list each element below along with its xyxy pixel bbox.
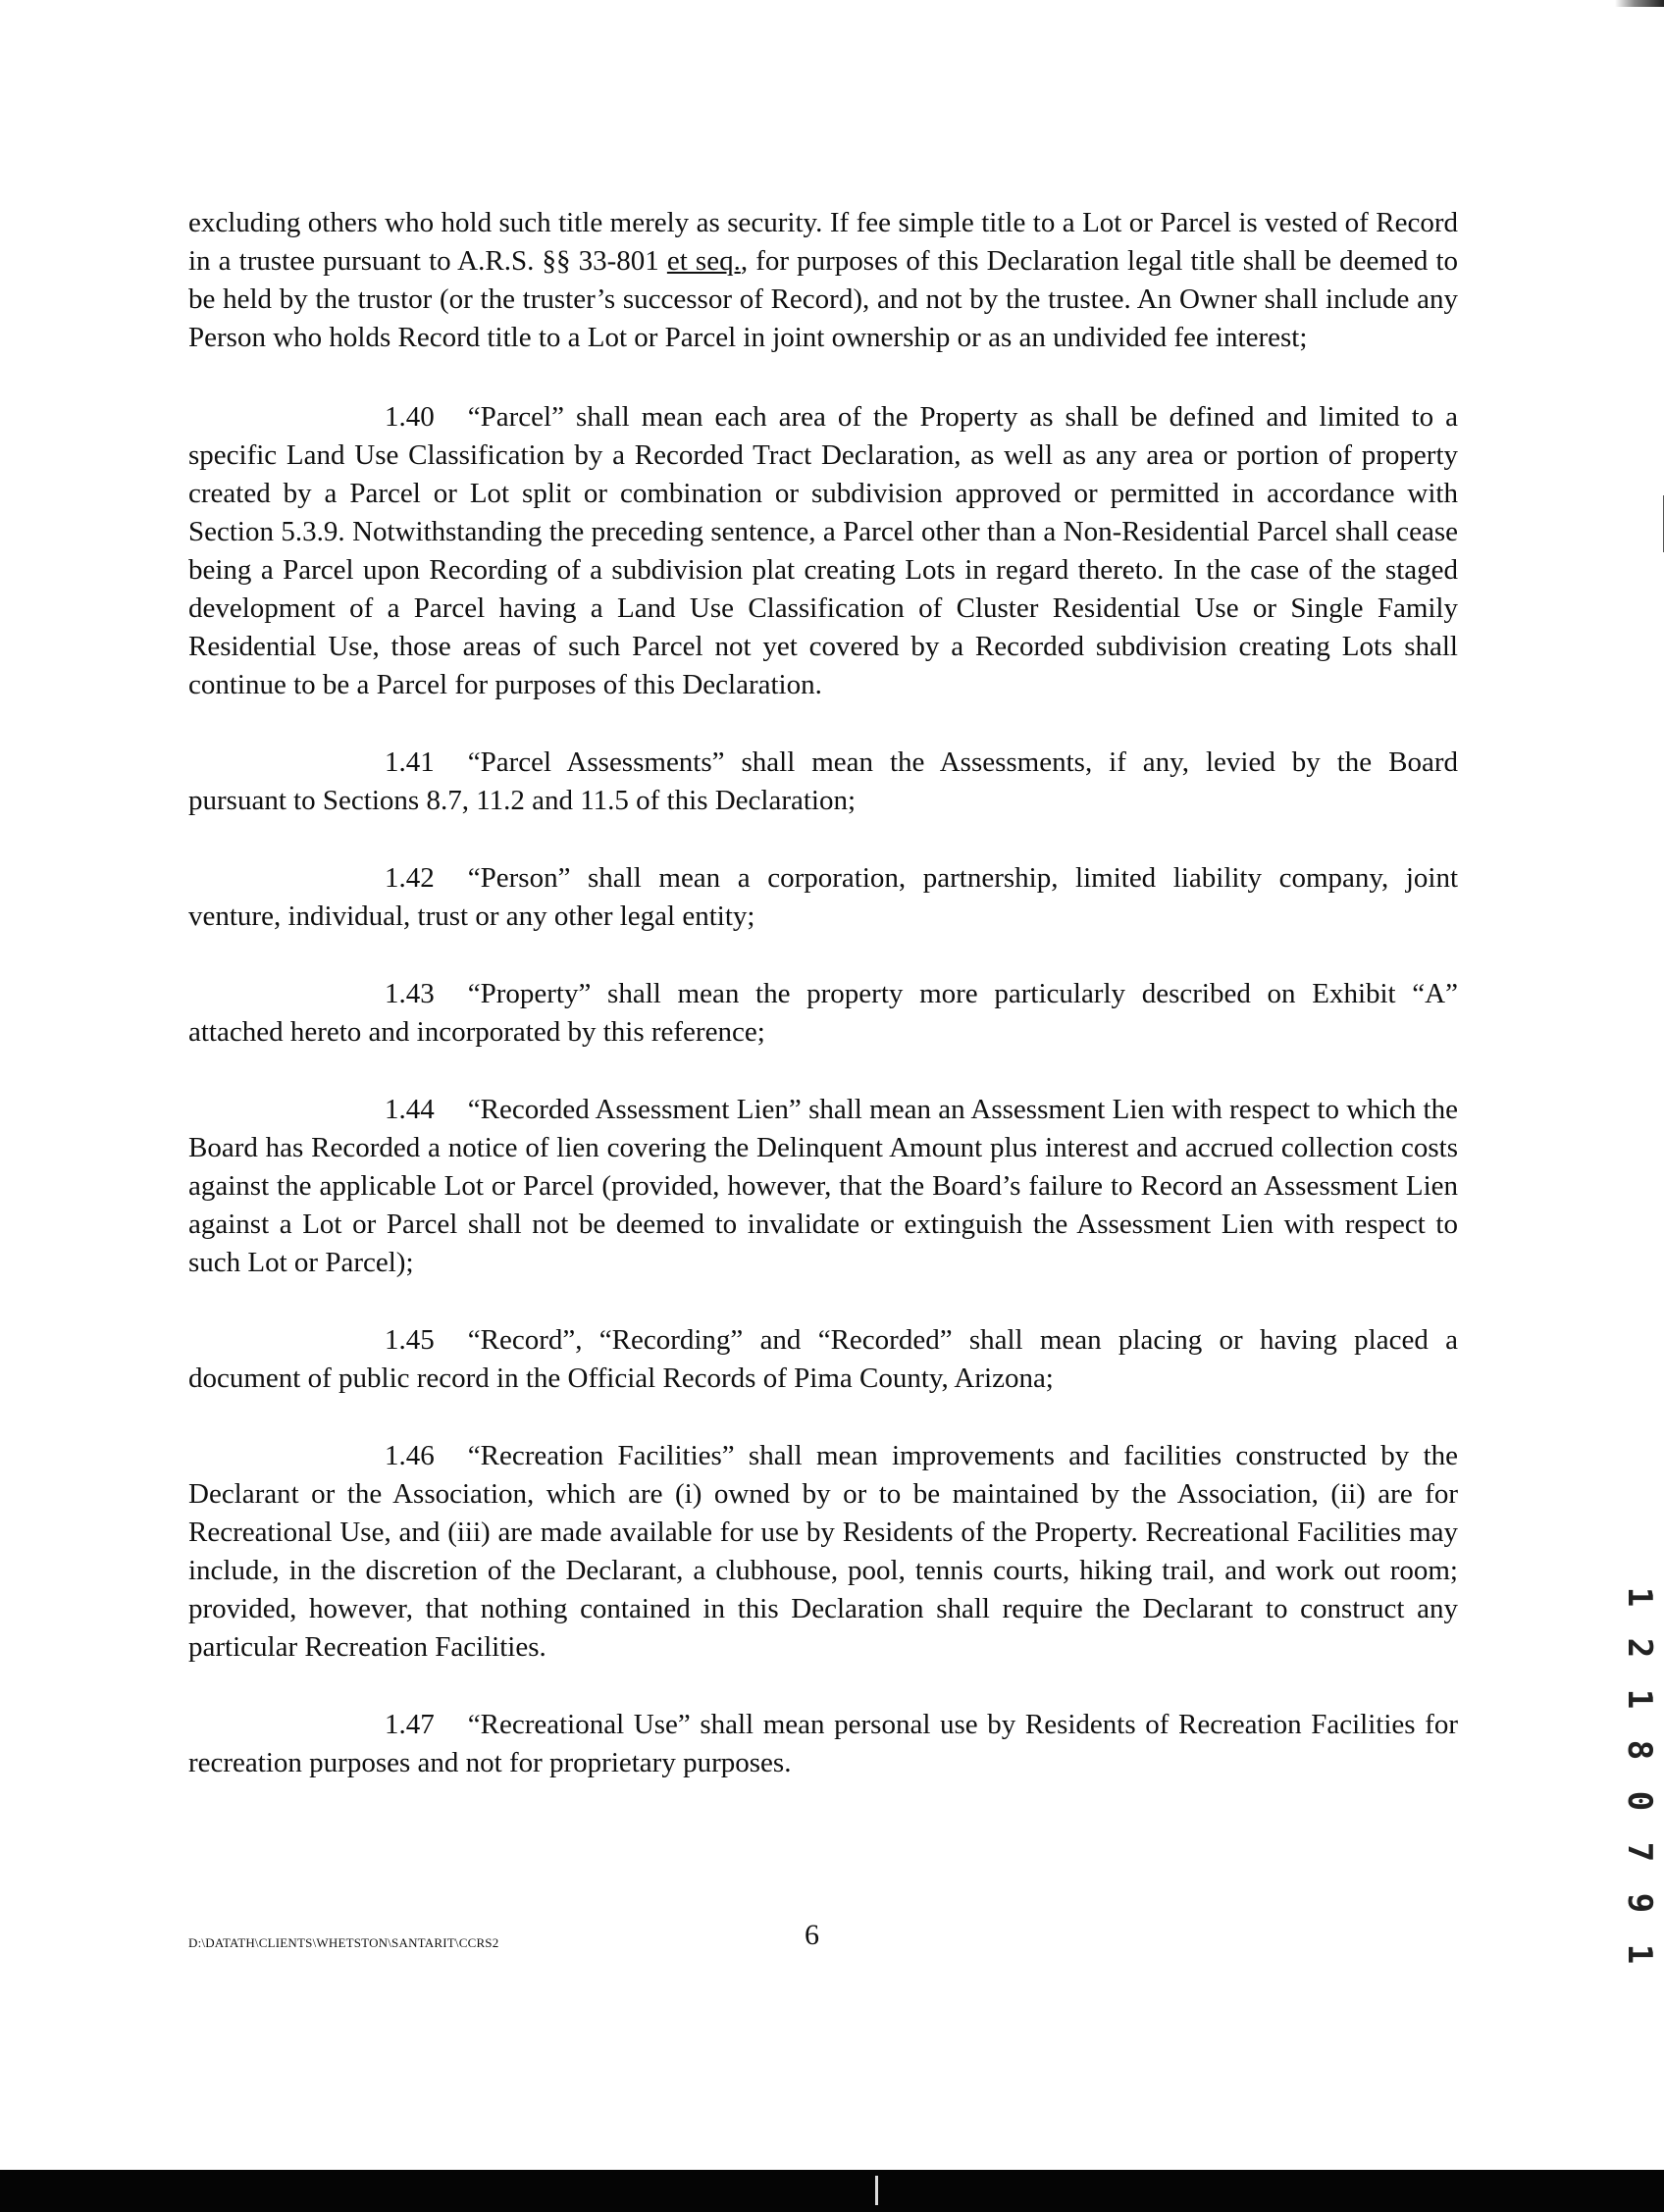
paragraph-continued <box>188 204 1458 357</box>
document-body <box>188 204 1458 1822</box>
paragraph-1-43 <box>188 975 1458 1052</box>
recording-stamp-number <box>1620 1571 1659 1980</box>
stamp-digit: 1 <box>1620 1943 1659 1965</box>
section-number: 1.47 <box>385 1709 435 1740</box>
stamp-digit: 8 <box>1620 1739 1659 1761</box>
paragraph-text: “Recorded Assessment Lien” shall mean an Assessment Lien with respect to which the Board has Recorded a notice of lien covering the Delinquent Amount plus interest and accrued collection costs against the applicable Lot or Parcel (provided, however, that the Board’s failure to Record an Assessment Lien against a Lot or Parcel shall not be deemed to invalidate or extinguish the Assessment Lien with respect to such Lot or Parcel); <box>188 1094 1458 1278</box>
section-number: 1.43 <box>385 978 435 1009</box>
section-number: 1.41 <box>385 746 435 778</box>
paragraph-text: “Parcel” shall mean each area of the Property as shall be defined and limited to a specific Land Use Classification by a Recorded Tract Declaration, as well as any area or portion of property created by a Parcel or Lot split or combination or subdivision approved or permitted in accordance with Section 5.3.9. Notwithstanding the preceding sentence, a Parcel other than a Non-Residential Parcel shall cease being a Parcel upon Recording of a subdivision plat creating Lots in regard thereto. In the case of the staged development of a Parcel having a Land Use Classification of Cluster Residential Use or Single Family Residential Use, those areas of such Parcel not yet covered by a Recorded subdivision creating Lots shall continue to be a Parcel for purposes of this Declaration. <box>188 401 1458 700</box>
paragraph-text: “Property” shall mean the property more particularly described on Exhibit “A” attached hereto and incorporated by this reference; <box>188 978 1458 1048</box>
scan-corner-mark <box>1615 0 1664 7</box>
section-number: 1.42 <box>385 862 435 894</box>
section-number: 1.46 <box>385 1440 435 1471</box>
paragraph-1-42 <box>188 859 1458 936</box>
paragraph-1-47 <box>188 1706 1458 1782</box>
section-number: 1.40 <box>385 401 435 433</box>
footer-file-path: D:\DATATH\CLIENTS\WHETSTON\SANTARIT\CCRS2 <box>188 1935 499 1950</box>
stamp-digit: 0 <box>1620 1790 1659 1812</box>
paragraph-1-45 <box>188 1321 1458 1398</box>
paragraph-text: “Record”, “Recording” and “Recorded” shall mean placing or having placed a document of public record in the Official Records of Pima County, Arizona; <box>188 1324 1458 1394</box>
stamp-digit: 1 <box>1620 1586 1659 1608</box>
paragraph-text-after: , for purposes of this Declaration legal title shall be deemed to be held by the trustor (or the truster’s successor of Record), and not by the trustee. An Owner shall include any Person who holds Record title to a Lot or Parcel in joint ownership or as an undivided fee interest; <box>188 245 1459 353</box>
paragraph-1-40 <box>188 398 1458 704</box>
stamp-digit: 7 <box>1620 1841 1659 1863</box>
paragraph-text: “Recreation Facilities” shall mean improvements and facilities constructed by the Declarant or the Association, which are (i) owned by or to be maintained by the Association, (ii) are for Recreational Use, and (iii) are made available for use by Residents of the Property. Recreational Facilities may include, in the discretion of the Declarant, a clubhouse, pool, tennis courts, hiking trail, and work out room; provided, however, that nothing contained in this Declaration shall require the Declarant to construct any particular Recreation Facilities. <box>188 1440 1458 1663</box>
paragraph-1-44 <box>188 1091 1458 1282</box>
stamp-digit: 2 <box>1620 1637 1659 1659</box>
section-number: 1.44 <box>385 1094 435 1125</box>
paragraph-text: “Recreational Use” shall mean personal use by Residents of Recreation Facilities for recreation purposes and not for proprietary purposes. <box>188 1709 1458 1778</box>
stamp-digit: 9 <box>1620 1892 1659 1914</box>
paragraph-text: “Parcel Assessments” shall mean the Assessments, if any, levied by the Board pursuant to Sections 8.7, 11.2 and 11.5 of this Declaration; <box>188 746 1458 816</box>
paragraph-1-41 <box>188 744 1458 820</box>
page-number: 6 <box>805 1919 819 1951</box>
scan-bottom-tick <box>875 2176 878 2205</box>
underlined-citation: et seq. <box>666 245 741 277</box>
paragraph-text: excluding others who hold such title merely as security. If fee simple title to a Lot or Parcel is vested of Record in a trustee pursuant to A.R.S. §§ 33-801 <box>188 207 1458 277</box>
section-number: 1.45 <box>385 1324 435 1356</box>
stamp-digit: 1 <box>1620 1688 1659 1710</box>
paragraph-text: “Person” shall mean a corporation, partnership, limited liability company, joint venture, individual, trust or any other legal entity; <box>188 862 1458 932</box>
paragraph-1-46 <box>188 1437 1458 1667</box>
scan-bottom-border <box>0 2170 1664 2212</box>
